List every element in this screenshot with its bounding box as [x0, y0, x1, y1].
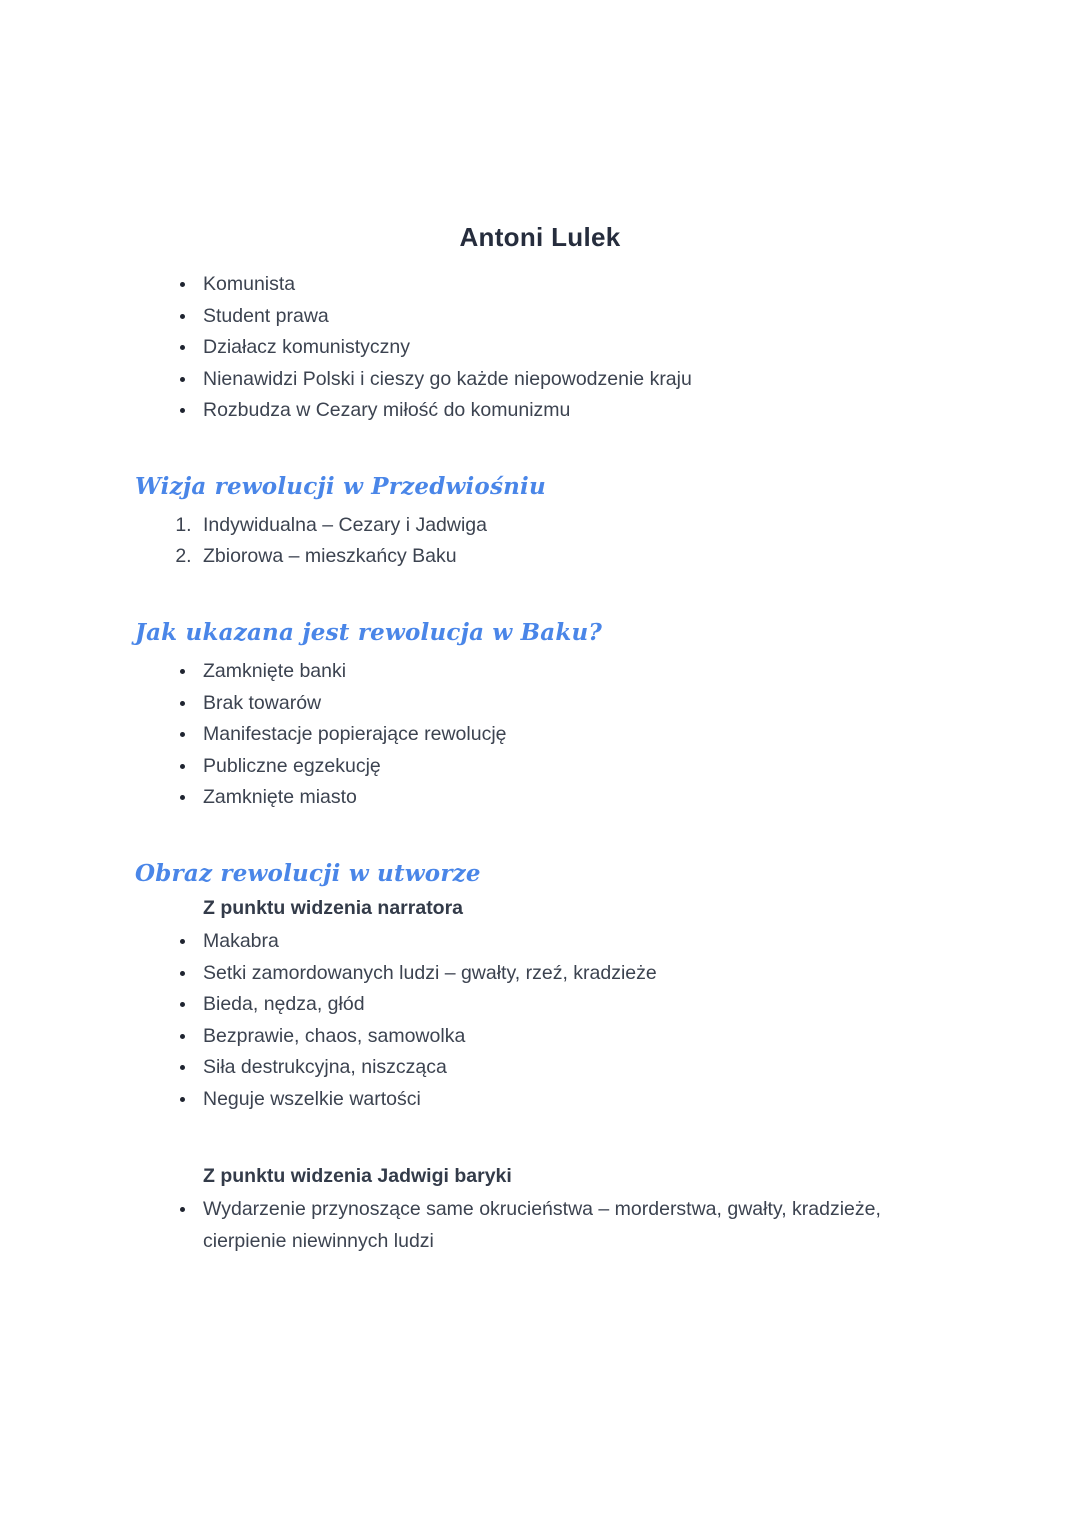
section-heading-obraz-rewolucji: Obraz rewolucji w utworze	[135, 859, 481, 887]
narrator-perspective-list	[135, 926, 945, 1115]
list-item: • Zamknięte banki	[197, 656, 945, 688]
list-item: • Rozbudza w Cezary miłość do komunizmu	[197, 395, 945, 427]
subheading-jadwiga-perspective: Z punktu widzenia Jadwigi baryki	[203, 1165, 512, 1188]
list-item: • Setki zamordowanych ludzi – gwałty, rzeź, kradzieże	[197, 958, 945, 990]
list-item: • Student prawa	[197, 301, 945, 333]
character-traits-list	[135, 269, 945, 427]
list-item: • Makabra	[197, 926, 945, 958]
list-item: • Publiczne egzekucję	[197, 751, 945, 783]
list-item: • Bezprawie, chaos, samowolka	[197, 1021, 945, 1053]
list-item: • Działacz komunistyczny	[197, 332, 945, 364]
page-title: Antoni Lulek	[459, 222, 621, 252]
list-item: • Brak towarów	[197, 688, 945, 720]
list-item: • Zamknięte miasto	[197, 782, 945, 814]
list-item: • Bieda, nędza, głód	[197, 989, 945, 1021]
jadwiga-perspective-list	[135, 1194, 945, 1257]
list-item: • Komunista	[197, 269, 945, 301]
section-heading-rewolucja-w-baku: Jak ukazana jest rewolucja w Baku?	[135, 619, 603, 647]
list-item: • Wydarzenie przynoszące same okrucieństwa – morderstwa, gwałty, kradzieże, cierpienie niewinnych ludzi	[197, 1194, 945, 1257]
subheading-narrator-perspective: Z punktu widzenia narratora	[203, 896, 464, 919]
list-item: • Manifestacje popierające rewolucję	[197, 719, 945, 751]
revolution-vision-list	[135, 510, 945, 573]
list-item: 1. Indywidualna – Cezary i Jadwiga	[197, 510, 945, 542]
list-item: • Neguje wszelkie wartości	[197, 1084, 945, 1116]
list-item: • Siła destrukcyjna, niszcząca	[197, 1052, 945, 1084]
section-heading-wizja-rewolucji: Wizja rewolucji w Przedwiośniu	[135, 472, 546, 500]
list-item: 2. Zbiorowa – mieszkańcy Baku	[197, 541, 945, 573]
baku-revolution-list	[135, 656, 945, 814]
list-item: • Nienawidzi Polski i cieszy go każde niepowodzenie kraju	[197, 364, 945, 396]
